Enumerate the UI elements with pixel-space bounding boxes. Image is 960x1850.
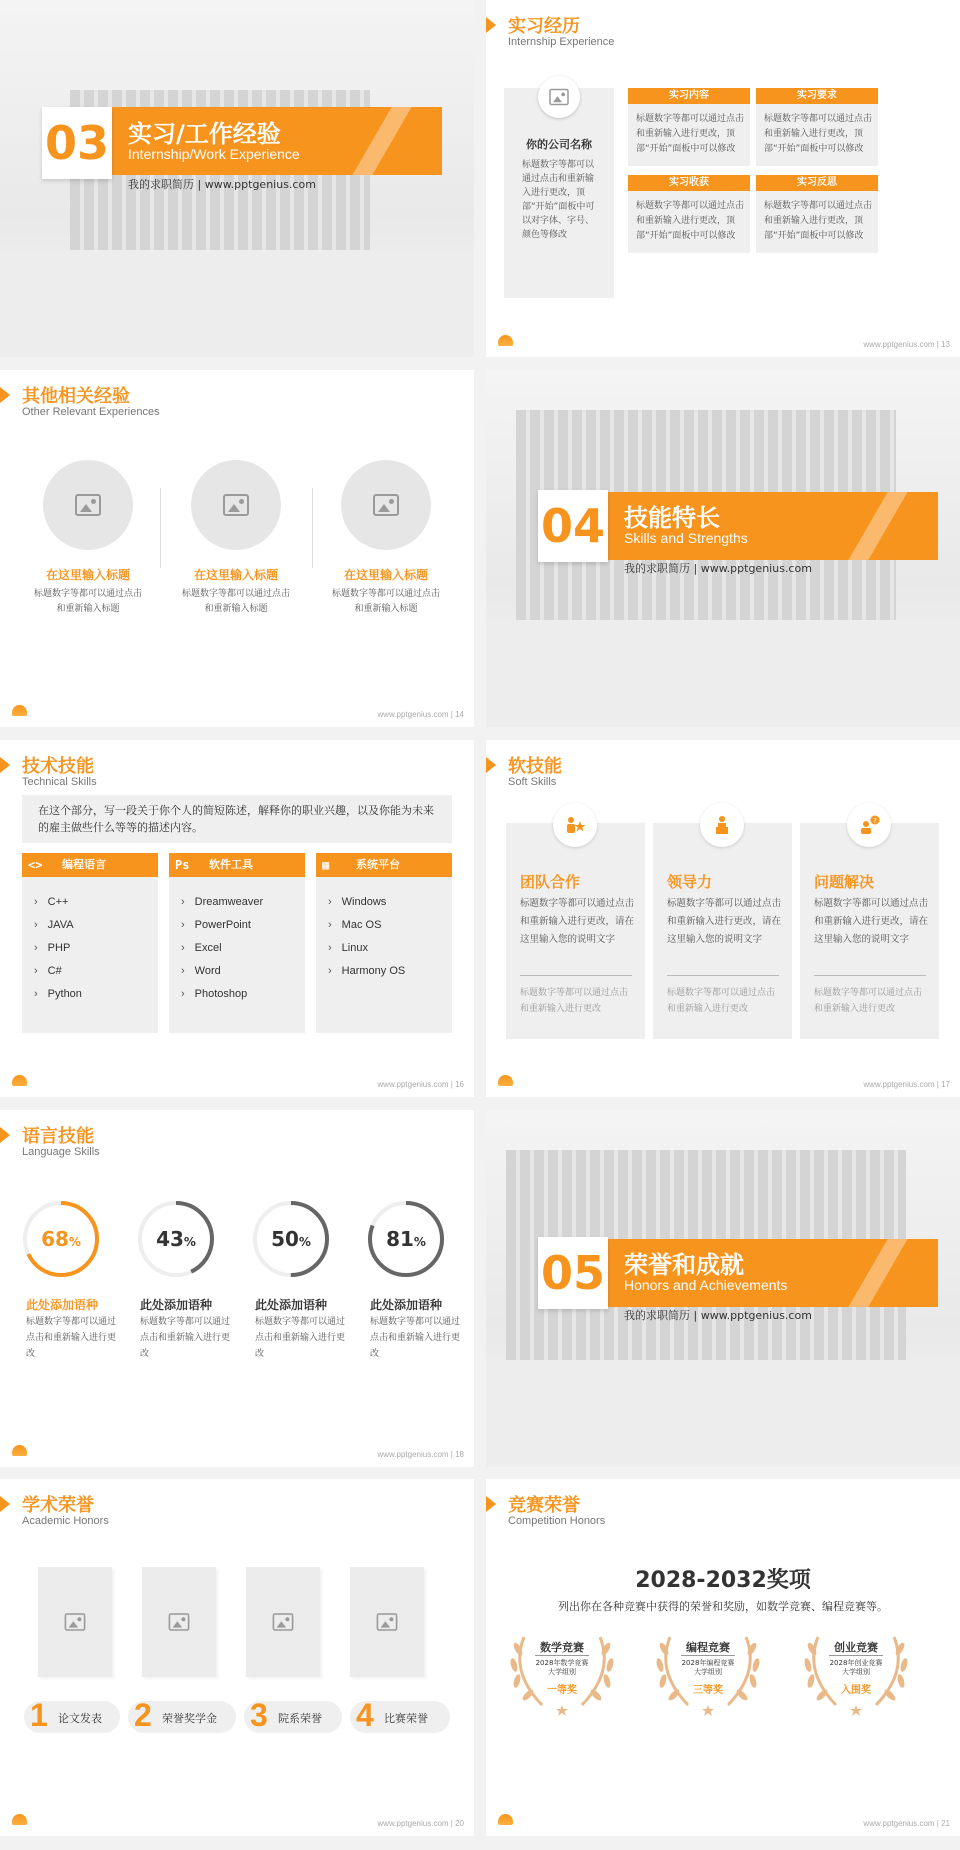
divider [814, 975, 926, 976]
card-title: 领导力 [667, 873, 713, 891]
skill-column-title: 软件工具 [209, 858, 253, 871]
footer: www.pptgenius.com | 14 [377, 710, 464, 719]
page-number: 20 [455, 1819, 464, 1828]
footer-site: www.pptgenius.com [377, 710, 449, 719]
award-laurel [796, 1627, 916, 1717]
company-text: 标题数字等都可以通过点击和重新输入进行更改，顶部“开始”面板中可以对字体、字号、颜色等修改 [522, 160, 595, 240]
language-title: 此处添加语种 [255, 1298, 328, 1312]
logo-icon [12, 1814, 27, 1825]
section-number: 04 [538, 490, 608, 562]
skill-column-title: 编程语言 [62, 858, 106, 871]
ring-unit: % [183, 1235, 196, 1249]
award-name: 创业竞赛 [834, 1641, 878, 1654]
list-item: › PHP [34, 937, 158, 960]
card-note: 标题数字等都可以通过点击和重新输入进行更改 [520, 988, 629, 1014]
soft-skill-card [800, 817, 939, 1039]
ring-value [250, 1198, 332, 1280]
header-arrow-icon [0, 387, 10, 403]
slide-subtitle: Academic Honors [22, 1515, 109, 1527]
item-text: 标题数字等都可以通过点击和重新输入标题 [332, 589, 441, 614]
skill-list [169, 877, 305, 1006]
section-subtitle: 我的求职简历 | www.pptgenius.com [128, 178, 316, 191]
honor-pill [128, 1697, 236, 1733]
list-item: › JAVA [34, 914, 158, 937]
skill-list [22, 877, 158, 1006]
ground [0, 250, 474, 357]
info-box-text: 标题数字等都可以通过点击和重新输入进行更改，顶部“开始”面板中可以修改 [764, 114, 873, 154]
awards-heading: 2028-2032奖项 [635, 1568, 811, 1593]
slide-title: 学术荣誉 [22, 1495, 94, 1516]
slide-13[interactable] [486, 0, 960, 357]
award-name: 编程竞赛 [686, 1641, 730, 1654]
award-detail-line: 大学组别 [842, 1668, 870, 1676]
ring-unit: % [68, 1235, 81, 1249]
slide-title: 语言技能 [22, 1126, 94, 1147]
award-laurel [502, 1627, 622, 1717]
footer-site: www.pptgenius.com [863, 1819, 935, 1828]
honor-pill [244, 1697, 342, 1733]
language-text: 标题数字等都可以通过点击和重新输入进行更改 [140, 1317, 231, 1359]
slide-section-04[interactable] [486, 370, 960, 727]
section-title-cn: 荣誉和成就 [624, 1251, 744, 1279]
footer: www.pptgenius.com | 13 [863, 340, 950, 349]
skill-column [169, 853, 305, 1033]
award-detail-line: 2028年数学竞赛 [535, 1659, 589, 1667]
language-ring [20, 1198, 102, 1280]
slide-16[interactable] [0, 740, 474, 1097]
page-number: 14 [455, 710, 464, 719]
language-ring [365, 1198, 447, 1280]
section-title-en: Honors and Achievements [624, 1277, 788, 1293]
logo-icon [12, 1445, 27, 1456]
footer-site: www.pptgenius.com [377, 1819, 449, 1828]
list-item: › PowerPoint [181, 914, 305, 937]
header-arrow-icon [0, 1496, 10, 1512]
logo-icon [498, 1814, 513, 1825]
soft-skill-card [653, 823, 792, 1039]
ring-number: 81 [386, 1227, 414, 1251]
card-note: 标题数字等都可以通过点击和重新输入进行更改 [814, 988, 923, 1014]
intro-text: 在这个部分，写一段关于你个人的简短陈述，解释你的职业兴趣，以及你能为未来的雇主做些什么等等的描述内容。 [22, 795, 452, 843]
divider [312, 488, 313, 568]
company-name: 你的公司名称 [526, 138, 592, 151]
team-icon [553, 803, 597, 847]
svg-text:?: ? [873, 817, 877, 825]
header-arrow-icon [486, 1496, 496, 1512]
image-frame[interactable] [38, 1567, 112, 1677]
slide-20[interactable] [0, 1479, 474, 1836]
honor-pill [24, 1697, 120, 1733]
slide-18[interactable] [0, 1110, 474, 1467]
header-arrow-icon [0, 1127, 10, 1143]
ground [486, 620, 960, 727]
code-icon: <> [28, 858, 43, 872]
list-item: › Mac OS [328, 914, 452, 937]
honor-number: 2 [134, 1697, 152, 1733]
card-text: 标题数字等都可以通过点击和重新输入进行更改，请在这里输入您的说明文字 [814, 898, 929, 945]
experience-item [322, 460, 450, 617]
language-title: 此处添加语种 [370, 1298, 443, 1312]
award-detail-line: 大学组别 [694, 1668, 722, 1676]
list-item: › Windows [328, 891, 452, 914]
list-item: › C++ [34, 891, 158, 914]
logo-icon [498, 335, 513, 346]
divider [160, 488, 161, 568]
award-detail-line: 大学组别 [548, 1668, 576, 1676]
image-placeholder[interactable] [191, 460, 281, 550]
image-placeholder-icon [75, 494, 101, 516]
info-box [756, 88, 878, 166]
item-text: 标题数字等都可以通过点击和重新输入标题 [182, 589, 291, 614]
info-box-text: 标题数字等都可以通过点击和重新输入进行更改，顶部“开始”面板中可以修改 [764, 201, 873, 241]
ring-unit: % [413, 1235, 426, 1249]
card-note: 标题数字等都可以通过点击和重新输入进行更改 [667, 988, 776, 1014]
page-number: 18 [455, 1450, 464, 1459]
slide-subtitle: Other Relevant Experiences [22, 406, 160, 418]
slide-subtitle: Language Skills [22, 1146, 100, 1158]
info-box-title: 实习内容 [628, 88, 750, 104]
ground [486, 1360, 960, 1467]
skill-column-header [316, 853, 452, 877]
list-item: › Harmony OS [328, 960, 452, 983]
ring-number: 43 [156, 1227, 184, 1251]
image-placeholder-icon [377, 1613, 398, 1631]
section-title-en: Skills and Strengths [624, 530, 748, 546]
card-text: 标题数字等都可以通过点击和重新输入进行更改，请在这里输入您的说明文字 [520, 898, 635, 945]
list-item: › Dreamweaver [181, 891, 305, 914]
image-placeholder[interactable] [341, 460, 431, 550]
award-name: 数学竞赛 [540, 1641, 584, 1654]
footer: www.pptgenius.com | 20 [377, 1819, 464, 1828]
header-arrow-icon [486, 17, 496, 33]
list-item: › Excel [181, 937, 305, 960]
windows-icon: ▦ [322, 858, 330, 872]
ring-number: 68 [41, 1227, 69, 1251]
info-box [628, 88, 750, 166]
honor-label: 比赛荣誉 [384, 1712, 428, 1725]
footer-site: www.pptgenius.com [377, 1450, 449, 1459]
logo-icon [498, 1075, 513, 1086]
image-placeholder-icon [65, 1613, 86, 1631]
award-laurel [648, 1627, 768, 1717]
card-title: 问题解决 [814, 873, 875, 891]
footer-site: www.pptgenius.com [863, 1080, 935, 1089]
card-title: 团队合作 [520, 873, 581, 891]
page-number: 17 [941, 1080, 950, 1089]
language-text: 标题数字等都可以通过点击和重新输入进行更改 [370, 1317, 461, 1359]
divider [667, 975, 779, 976]
divider [535, 1655, 589, 1656]
language-text: 标题数字等都可以通过点击和重新输入进行更改 [255, 1317, 346, 1359]
award-detail-line: 2028年编程竞赛 [681, 1659, 735, 1667]
slide-section-03[interactable] [0, 0, 474, 357]
image-placeholder-icon [549, 89, 569, 106]
page-number: 16 [455, 1080, 464, 1089]
experience-item [24, 460, 152, 617]
card-text: 标题数字等都可以通过点击和重新输入进行更改，请在这里输入您的说明文字 [667, 898, 782, 945]
ring-value [365, 1198, 447, 1280]
slide-title: 技术技能 [22, 756, 94, 777]
divider [829, 1655, 883, 1656]
item-title: 在这里输入标题 [193, 568, 278, 582]
footer: www.pptgenius.com | 21 [863, 1819, 950, 1828]
photoshop-icon: Ps [175, 858, 190, 872]
award-level: 三等奖 [693, 1685, 723, 1696]
ring-number: 50 [271, 1227, 299, 1251]
company-card [504, 88, 614, 298]
section-number: 03 [42, 107, 112, 179]
divider [681, 1655, 735, 1656]
award-level: 一等奖 [547, 1685, 577, 1696]
info-box-title: 实习反思 [756, 175, 878, 191]
image-frame[interactable] [350, 1567, 424, 1677]
language-title: 此处添加语种 [26, 1298, 99, 1312]
section-subtitle: 我的求职简历 | www.pptgenius.com [624, 1309, 812, 1322]
slide-subtitle: Internship Experience [508, 36, 615, 48]
header-arrow-icon [486, 757, 496, 773]
slide-subtitle: Soft Skills [508, 776, 557, 788]
awards-description: 列出你在各种竞赛中获得的荣誉和奖励，如数学竞赛、编程竞赛等。 [558, 1600, 888, 1613]
company-image-placeholder[interactable] [538, 76, 580, 118]
footer: www.pptgenius.com | 17 [863, 1080, 950, 1089]
question-person-icon [847, 803, 891, 847]
info-box-text: 标题数字等都可以通过点击和重新输入进行更改，顶部“开始”面板中可以修改 [636, 114, 745, 154]
info-box [756, 175, 878, 253]
slide-subtitle: Competition Honors [508, 1515, 606, 1527]
item-text: 标题数字等都可以通过点击和重新输入标题 [34, 589, 143, 614]
image-frame[interactable] [246, 1567, 320, 1677]
footer-site: www.pptgenius.com [863, 340, 935, 349]
award-detail [796, 1659, 916, 1677]
skill-column [22, 853, 158, 1033]
honor-number: 4 [356, 1697, 374, 1733]
language-ring [135, 1198, 217, 1280]
award-detail [502, 1659, 622, 1677]
ring-value [20, 1198, 102, 1280]
skill-column-header [169, 853, 305, 877]
section-title-cn: 实习/工作经验 [128, 120, 281, 148]
slide-title: 实习经历 [508, 16, 580, 37]
honor-label: 论文发表 [58, 1712, 102, 1725]
honor-label: 荣誉奖学金 [162, 1712, 217, 1725]
ring-unit: % [298, 1235, 311, 1249]
footer-site: www.pptgenius.com [377, 1080, 449, 1089]
slide-21[interactable] [486, 1479, 960, 1836]
image-placeholder-icon [169, 1613, 190, 1631]
language-ring [250, 1198, 332, 1280]
slide-17[interactable] [486, 740, 960, 1097]
section-title-en: Internship/Work Experience [128, 146, 300, 162]
slide-title: 其他相关经验 [22, 386, 130, 407]
skill-column-header [22, 853, 158, 877]
section-subtitle: 我的求职简历 | www.pptgenius.com [624, 562, 812, 575]
skill-column [316, 853, 452, 1033]
list-item: › Word [181, 960, 305, 983]
logo-icon [12, 1075, 27, 1086]
logo-icon [12, 705, 27, 716]
info-box-title: 实习收获 [628, 175, 750, 191]
experience-item [172, 460, 300, 617]
language-title: 此处添加语种 [140, 1298, 213, 1312]
soft-skill-card [506, 823, 645, 1039]
info-box [628, 175, 750, 253]
slide-subtitle: Technical Skills [22, 776, 97, 788]
skill-list [316, 877, 452, 983]
section-number: 05 [538, 1237, 608, 1309]
ring-value [135, 1198, 217, 1280]
honor-number: 3 [250, 1697, 268, 1733]
honor-number: 1 [30, 1697, 48, 1733]
image-placeholder-icon [223, 494, 249, 516]
list-item: › Python [34, 983, 158, 1006]
award-detail [648, 1659, 768, 1677]
slide-14[interactable] [0, 370, 474, 727]
honor-label: 院系荣誉 [278, 1712, 322, 1725]
award-level: 入围奖 [841, 1685, 871, 1696]
info-box-title: 实习要求 [756, 88, 878, 104]
slide-section-05[interactable] [486, 1110, 960, 1467]
divider [520, 975, 632, 976]
podium-icon [700, 803, 744, 847]
image-placeholder-icon [273, 1613, 294, 1631]
footer: www.pptgenius.com | 18 [377, 1450, 464, 1459]
item-title: 在这里输入标题 [343, 568, 428, 582]
section-title-cn: 技能特长 [624, 504, 720, 532]
header-arrow-icon [0, 757, 10, 773]
honor-pill [350, 1697, 450, 1733]
list-item: › Linux [328, 937, 452, 960]
slide-title: 竞赛荣誉 [508, 1495, 580, 1516]
page-number: 21 [941, 1819, 950, 1828]
item-title: 在这里输入标题 [45, 568, 130, 582]
image-placeholder[interactable] [43, 460, 133, 550]
award-detail-line: 2028年创业竞赛 [829, 1659, 883, 1667]
language-text: 标题数字等都可以通过点击和重新输入进行更改 [26, 1317, 117, 1359]
image-frame[interactable] [142, 1567, 216, 1677]
image-placeholder-icon [373, 494, 399, 516]
slide-title: 软技能 [508, 756, 562, 777]
skill-column-title: 系统平台 [356, 858, 400, 871]
page-number: 13 [941, 340, 950, 349]
list-item: › Photoshop [181, 983, 305, 1006]
info-box-text: 标题数字等都可以通过点击和重新输入进行更改，顶部“开始”面板中可以修改 [636, 201, 745, 241]
footer: www.pptgenius.com | 16 [377, 1080, 464, 1089]
list-item: › C# [34, 960, 158, 983]
